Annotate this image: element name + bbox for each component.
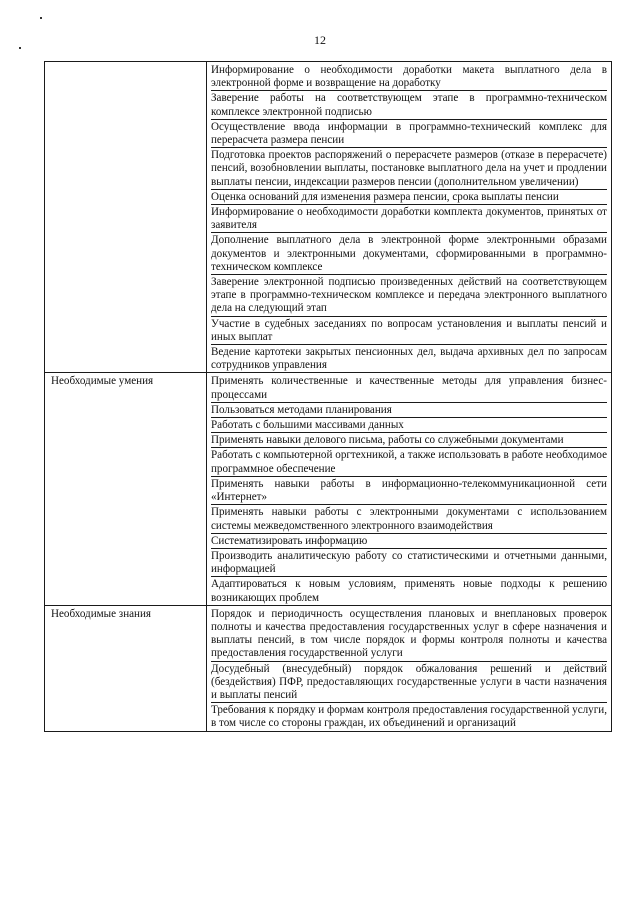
list-item: Пользоваться методами планирования: [211, 402, 607, 417]
list-item: Ведение картотеки закрытых пенсионных дел, выдача архивных дел по запросам сотрудников управления: [211, 346, 607, 372]
list-item: Информирование о необходимости доработки комплекта документов, принятых от заявителя: [211, 206, 607, 232]
list-item: Порядок и периодичность осуществления плановых и внеплановых проверок полноты и качества предоставления государственных услуг в сфере назначения и выплаты пенсий, в том числе порядок и формы контроля полноты и качества предоставления государственной услуги: [211, 607, 607, 660]
list-item: Применять навыки работы с электронными документами с использованием системы межведомственного электронного взаимодействия: [211, 506, 607, 532]
list-item: Заверение электронной подписью произведенных действий на соответствующем этапе в программно-техническом комплексе и передача электронного выплатного дела на следующий этап: [211, 276, 607, 315]
list-item: Дополнение выплатного дела в электронной форме электронными образами документов и электронными документами, сформированными в программно-техническом комплексе: [211, 234, 607, 273]
table-row: [45, 62, 612, 373]
list-item: Применять количественные и качественные методы для управления бизнес-процессами: [211, 375, 607, 401]
list-item: Применять навыки делового письма, работы со служебными документами: [211, 432, 607, 447]
list-item: Заверение работы на соответствующем этапе в программно-техническом комплексе электронной подписью: [211, 92, 607, 118]
row-label: [45, 62, 207, 373]
list-item: Информирование о необходимости доработки макета выплатного дела в электронной форме и возвращение на доработку: [211, 64, 607, 90]
list-item: Адаптироваться к новым условиям, применять новые подходы к решению возникающих проблем: [211, 578, 607, 604]
qualification-table: [44, 61, 612, 732]
row-label: Необходимые умения: [45, 373, 207, 605]
list-item: Участие в судебных заседаниях по вопросам установления и выплаты пенсий и иных выплат: [211, 317, 607, 343]
list-item: Применять навыки работы в информационно-телекоммуникационной сети «Интернет»: [211, 477, 607, 504]
list-item: Работать с компьютерной оргтехникой, а также использовать в работе необходимое программное обеспечение: [211, 449, 607, 475]
row-content: [207, 605, 612, 731]
scan-mark: [40, 17, 42, 19]
list-item: Работать с большими массивами данных: [211, 417, 607, 432]
list-item: Оценка оснований для изменения размера пенсии, срока выплаты пенсии: [211, 189, 607, 204]
list-item: Досудебный (внесудебный) порядок обжалования решений и действий (бездействия) ПФР, предоставляющих государственные услуги в части назначения и выплаты пенсий: [211, 662, 607, 701]
row-content: [207, 62, 612, 373]
row-label: Необходимые знания: [45, 605, 207, 731]
list-item: Подготовка проектов распоряжений о перерасчете размеров (отказе в перерасчете) пенсий, возобновлении выплаты, постановке выплатного дела на учет и продлении выплаты пенсии, индексации размеров пенсии (дополнительном увеличении): [211, 149, 607, 188]
page-number: 12: [314, 33, 326, 47]
list-item: Производить аналитическую работу со статистическими и отчетными данными, информацией: [211, 549, 607, 576]
list-item: Осуществление ввода информации в программно-технический комплекс для перерасчета размера пенсии: [211, 120, 607, 147]
list-item: Требования к порядку и формам контроля предоставления государственной услуги, в том числе со стороны граждан, их объединений и организаций: [211, 704, 607, 730]
table-row: [45, 605, 612, 731]
row-content: [207, 373, 612, 605]
list-item: Систематизировать информацию: [211, 533, 607, 548]
table-row: [45, 373, 612, 605]
